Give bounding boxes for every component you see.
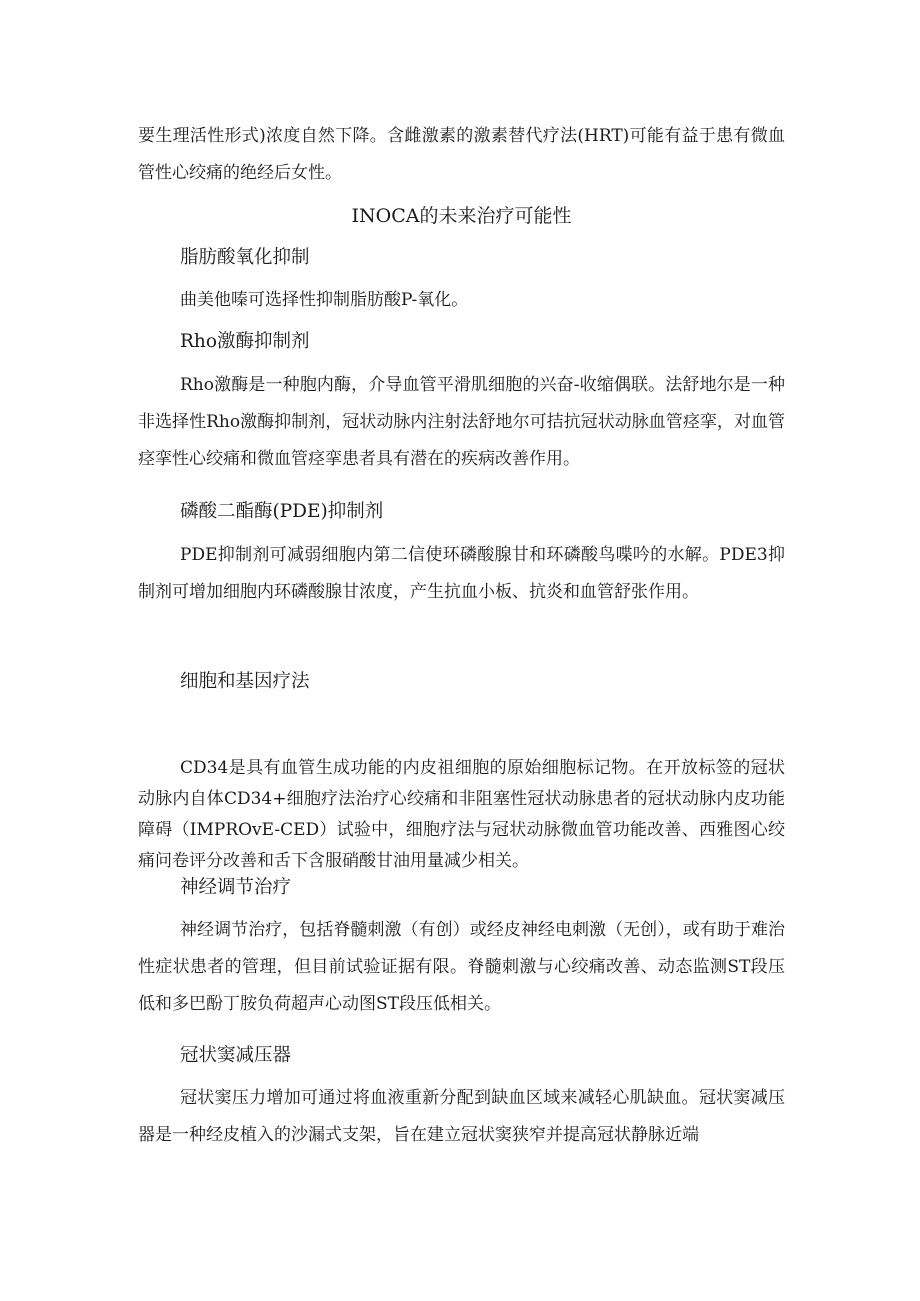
section-title: INOCA的未来治疗可能性: [351, 205, 572, 227]
paragraph-pde-inhibitor: PDE抑制剂可减弱细胞内第二信使环磷酸腺甘和环磷酸鸟喋吟的水解。PDE3抑制剂可增加细胞内环磷酸腺甘浓度，产生抗血小板、抗炎和血管舒张作用。: [138, 545, 785, 602]
heading-fatty-acid-oxidation: 脂肪酸氧化抑制: [180, 247, 310, 268]
paragraph-neuromodulation: 神经调节治疗，包括脊髓刺激（有创）或经皮神经电刺激（无创），或有助于难治性症状患者的管理，但目前试验证据有限。脊髓刺激与心绞痛改善、动态监测ST段压低和多巴酚丁胺负荷超声心动图ST段压低相关。: [138, 920, 785, 1014]
heading-coronary-sinus-reducer: 冠状窦减压器: [180, 1045, 292, 1066]
heading-rho-kinase: Rho激酶抑制剂: [180, 331, 310, 352]
paragraph-fatty-acid-oxidation: 曲美他嗪可选择性抑制脂肪酸P-氧化。: [180, 290, 469, 310]
heading-cell-gene-therapy: 细胞和基因疗法: [180, 671, 310, 692]
heading-pde-inhibitor: 磷酸二酯酶(PDE)抑制剂: [180, 501, 384, 522]
paragraph-cell-gene-therapy: CD34是具有血管生成功能的内皮祖细胞的原始细胞标记物。在开放标签的冠状动脉内自体CD34+细胞疗法治疗心绞痛和非阻塞性冠状动脉患者的冠状动脉内皮功能障碍（IMPROvE-CED）试验中，细胞疗法与冠状动脉微血管功能改善、西雅图心绞痛问卷评分改善和舌下含服硝酸甘油用量减少相关。: [138, 758, 785, 871]
paragraph-rho-kinase: Rho激酶是一种胞内酶，介导血管平滑肌细胞的兴奋-收缩偶联。法舒地尔是一种非选择性Rho激酶抑制剂，冠状动脉内注射法舒地尔可拮抗冠状动脉血管痉挛，对血管痉挛性心绞痛和微血管痉挛患者具有潜在的疾病改善作用。: [138, 375, 785, 469]
paragraph-coronary-sinus-reducer: 冠状窦压力增加可通过将血液重新分配到缺血区域来减轻心肌缺血。冠状窦减压器是一种经皮植入的沙漏式支架，旨在建立冠状窦狭窄并提高冠状静脉近端: [138, 1088, 785, 1145]
intro-paragraph: 要生理活性形式)浓度自然下降。含雌激素的激素替代疗法(HRT)可能有益于患有微血管性心绞痛的绝经后女性。: [138, 126, 785, 183]
heading-neuromodulation: 神经调节治疗: [180, 877, 292, 898]
